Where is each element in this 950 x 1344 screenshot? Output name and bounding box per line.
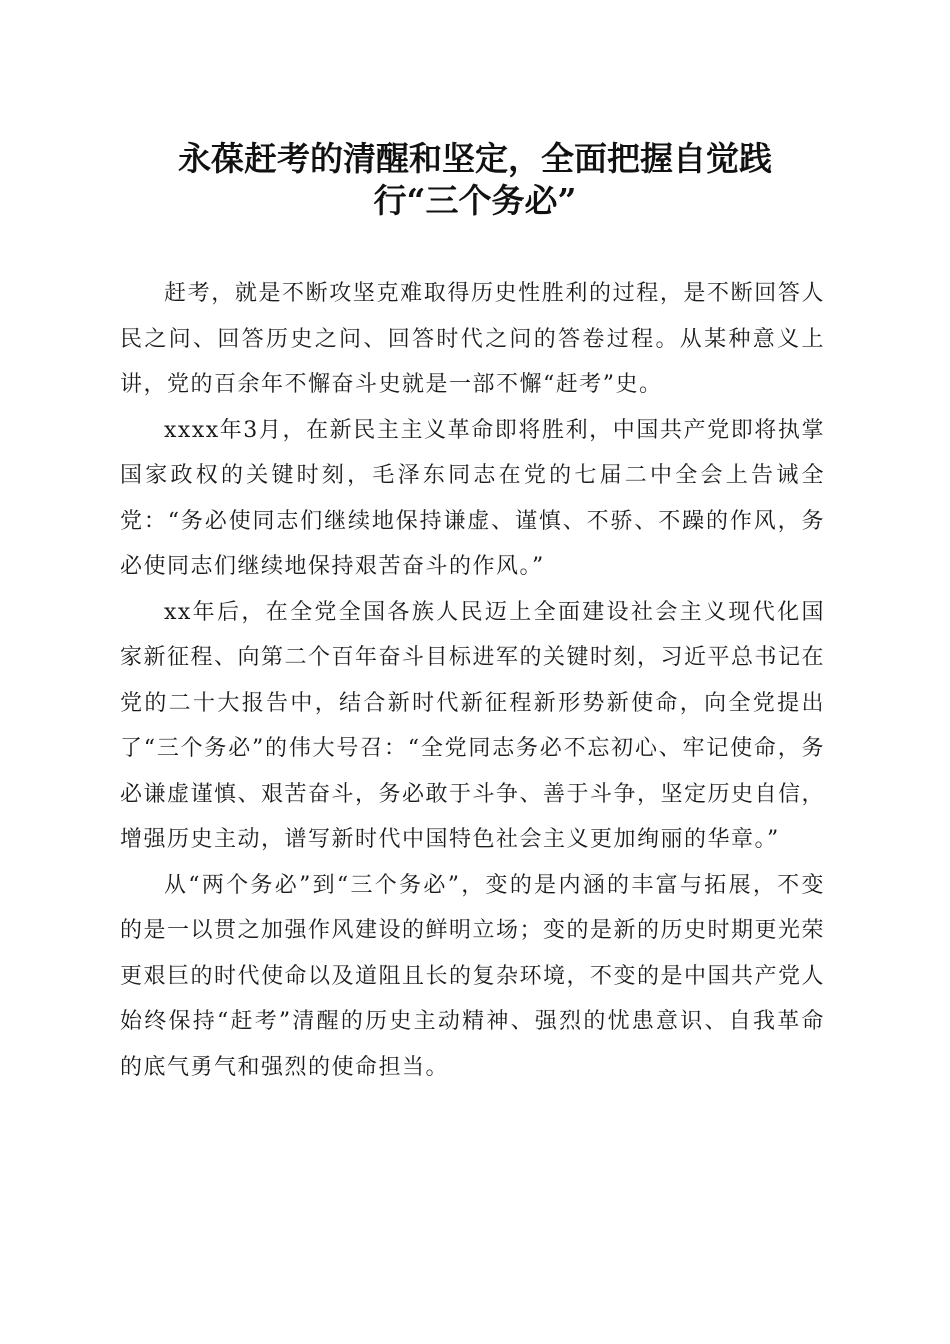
paragraph-3: xx年后，在全党全国各族人民迈上全面建设社会主义现代化国家新征程、向第二个百年奋斗目标进军的关键时刻，习近平总书记在党的二十大报告中，结合新时代新征程新形势新使命，向全党提出了“三个务必”的伟大号召：“全党同志务必不忘初心、牢记使命，务必谦虚谨慎、艰苦奋斗，务必敢于斗争、善于斗争，坚定历史自信，增强历史主动，谱写新时代中国特色社会主义更加绚丽的华章。” [120, 599, 826, 852]
title-line-1: 永葆赶考的清醒和坚定，全面把握自觉践 [178, 139, 772, 178]
paragraph-1: 赶考，就是不断攻坚克难取得历史性胜利的过程，是不断回答人民之问、回答历史之问、回答时代之问的答卷过程。从某种意义上讲，党的百余年不懈奋斗史就是一部不懈“赶考”史。 [120, 281, 825, 397]
document-title [120, 138, 830, 222]
paragraph-4: 从“两个务必”到“三个务必”，变的是内涵的丰富与拓展，不变的是一以贯之加强作风建设的鲜明立场；变的是新的历史时期更光荣更艰巨的时代使命以及道阻且长的复杂环境，不变的是中国共产党人始终保持“赶考”清醒的历史主动精神、强烈的忧患意识、自我革命的底气勇气和强烈的使命担当。 [120, 872, 826, 1080]
paragraph-2: xxxx年3月，在新民主主义革命即将胜利，中国共产党即将执掌国家政权的关键时刻，毛泽东同志在党的七届二中全会上告诫全党：“务必使同志们继续地保持谦虚、谨慎、不骄、不躁的作风，务必使同志们继续地保持艰苦奋斗的作风。” [120, 417, 825, 579]
title-line-2: 行“三个务必” [373, 181, 577, 220]
document-body [120, 271, 825, 1090]
